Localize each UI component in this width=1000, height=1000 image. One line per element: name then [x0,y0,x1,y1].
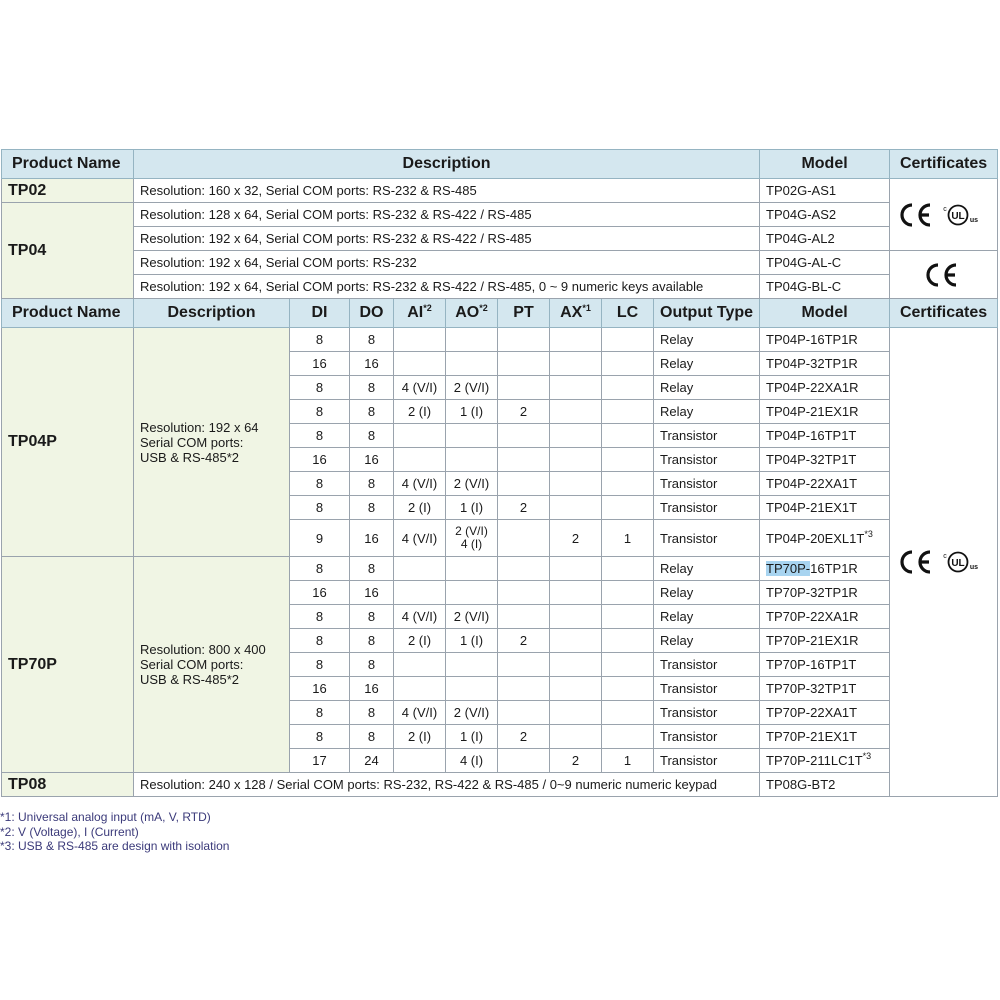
pt-cell [498,749,550,773]
description-cell: Resolution: 160 x 32, Serial COM ports: RS-232 & RS-485 [134,179,760,203]
model-cell: TP04G-BL-C [760,275,890,299]
ai-cell [394,448,446,472]
pt-cell [498,424,550,448]
output-type-cell: Transistor [654,725,760,749]
output-type-cell: Transistor [654,472,760,496]
ai-cell [394,749,446,773]
model-cell: TP04P-22XA1T [760,472,890,496]
certificates-cell [890,179,998,251]
header-ai: AI$^{*2}$ [394,299,446,328]
model-cell[interactable]: TP70P-16TP1R [760,557,890,581]
lc-cell [602,581,654,605]
ai-cell [394,557,446,581]
svg-text:UL: UL [950,210,965,222]
description-cell: Resolution: 192 x 64, Serial COM ports: RS-232 & RS-422 / RS-485 [134,227,760,251]
lc-cell [602,677,654,701]
product-name-tp70p: TP70P [2,557,134,773]
output-type-cell: Transistor [654,424,760,448]
pt-cell: 2 [498,496,550,520]
di-cell: 8 [290,629,350,653]
svg-text:UL: UL [950,558,965,569]
model-cell: TP04P-21EX1T [760,496,890,520]
di-cell: 16 [290,677,350,701]
model-cell: TP04P-32TP1T [760,448,890,472]
ax-cell: 2 [550,520,602,557]
lc-cell [602,400,654,424]
ax-cell [550,653,602,677]
model-cell: TP04G-AL-C [760,251,890,275]
pt-cell: 2 [498,400,550,424]
ai-cell: 4 (V/I) [394,701,446,725]
lc-cell [602,701,654,725]
header-product-name: Product Name [2,150,134,179]
output-type-cell: Relay [654,557,760,581]
output-type-cell: Transistor [654,749,760,773]
pt-cell: 2 [498,629,550,653]
lc-cell [602,352,654,376]
ao-cell [446,328,498,352]
model-cell: TP70P-32TP1T [760,677,890,701]
lc-cell [602,725,654,749]
do-cell: 8 [350,328,394,352]
table-row [2,275,998,299]
pt-cell [498,605,550,629]
ai-cell: 2 (I) [394,629,446,653]
footnote: *1: Universal analog input (mA, V, RTD) [0,810,211,824]
lc-cell [602,496,654,520]
ai-cell [394,352,446,376]
ai-cell: 4 (V/I) [394,472,446,496]
output-type-cell: Transistor [654,496,760,520]
ax-cell [550,701,602,725]
di-cell: 8 [290,424,350,448]
di-cell: 8 [290,701,350,725]
ao-cell: 1 (I) [446,629,498,653]
header-ax: AX$^{*1}$ [550,299,602,328]
output-type-cell: Relay [654,629,760,653]
ax-cell [550,424,602,448]
header-model: Model [760,299,890,328]
do-cell: 8 [350,629,394,653]
table-row [2,328,998,352]
table-row [2,179,998,203]
ai-cell: 2 (I) [394,400,446,424]
product-name-tp02: TP02 [2,179,134,203]
ax-cell [550,677,602,701]
pt-cell [498,677,550,701]
ax-cell [550,581,602,605]
pt-cell: 2 [498,725,550,749]
ai-cell [394,581,446,605]
di-cell: 8 [290,376,350,400]
ai-cell [394,424,446,448]
pt-cell [498,352,550,376]
certificates-cell [890,251,998,299]
header-description: Description [134,299,290,328]
ax-cell [550,448,602,472]
pt-cell [498,520,550,557]
header-description: Description [134,150,760,179]
output-type-cell: Relay [654,376,760,400]
table-row [2,227,998,251]
pt-cell [498,653,550,677]
do-cell: 16 [350,677,394,701]
do-cell: 8 [350,725,394,749]
ao-cell: 1 (I) [446,725,498,749]
ai-cell: 4 (V/I) [394,605,446,629]
ai-cell: 2 (I) [394,496,446,520]
do-cell: 8 [350,376,394,400]
output-type-cell: Transistor [654,520,760,557]
output-type-cell: Transistor [654,677,760,701]
pt-cell [498,581,550,605]
do-cell: 16 [350,448,394,472]
certificates-cell [890,328,998,797]
output-type-cell: Relay [654,581,760,605]
model-cell: TP04P-16TP1R [760,328,890,352]
do-cell: 8 [350,653,394,677]
do-cell: 8 [350,400,394,424]
ai-cell [394,677,446,701]
model-cell: TP70P-22XA1R [760,605,890,629]
svg-text:us: us [969,216,978,224]
footnote: *3: USB & RS-485 are design with isolation [0,839,230,853]
ce-ul-certification-icon [896,199,992,231]
svg-text:c: c [942,553,947,560]
do-cell: 8 [350,557,394,581]
output-type-cell: Relay [654,352,760,376]
table-row [2,203,998,227]
ai-cell [394,653,446,677]
do-cell: 8 [350,496,394,520]
ao-cell [446,653,498,677]
ao-cell [446,677,498,701]
ax-cell: 2 [550,749,602,773]
svg-text:us: us [969,564,978,571]
do-cell: 8 [350,701,394,725]
header-product-name: Product Name [2,299,134,328]
ce-mark-icon [902,205,930,225]
ax-cell [550,605,602,629]
model-cell: $TP70P-211LC1T^{*3}$ [760,749,890,773]
header-certificates: Certificates [890,150,998,179]
table-row [2,773,998,797]
description-cell: Resolution: 128 x 64, Serial COM ports: RS-232 & RS-422 / RS-485 [134,203,760,227]
header-do: DO [350,299,394,328]
di-cell: 16 [290,352,350,376]
di-cell: 17 [290,749,350,773]
table-row [2,251,998,275]
di-cell: 8 [290,472,350,496]
product-name-tp04p: TP04P [2,328,134,557]
model-cell: $TP04P-20EXL1T^{*3}$ [760,520,890,557]
lc-cell [602,653,654,677]
ao-cell: 2 (V/I) 4 (I) [446,520,498,557]
model-cell: TP70P-16TP1T [760,653,890,677]
pt-cell [498,472,550,496]
di-cell: 16 [290,581,350,605]
model-cell: TP70P-21EX1T [760,725,890,749]
ai-cell [394,328,446,352]
header-output-type: Output Type [654,299,760,328]
di-cell: 16 [290,448,350,472]
model-cell: TP04G-AS2 [760,203,890,227]
lc-cell [602,448,654,472]
header-row-io [2,299,998,328]
model-cell: TP70P-21EX1R [760,629,890,653]
di-cell: 8 [290,400,350,424]
do-cell: 16 [350,352,394,376]
lc-cell [602,424,654,448]
description-cell: Resolution: 800 x 400 Serial COM ports: USB & RS-485*2 [134,557,290,773]
ao-cell: 4 (I) [446,749,498,773]
ax-cell [550,352,602,376]
product-spec-table [1,149,998,797]
model-cell: TP04P-32TP1R [760,352,890,376]
header-ao: AO$^{*2}$ [446,299,498,328]
model-cell: TP04P-16TP1T [760,424,890,448]
do-cell: 16 [350,581,394,605]
output-type-cell: Relay [654,605,760,629]
ao-cell: 2 (V/I) [446,605,498,629]
ce-mark-icon [922,259,966,291]
lc-cell: 1 [602,520,654,557]
model-cell: TP08G-BT2 [760,773,890,797]
ao-cell [446,352,498,376]
ax-cell [550,629,602,653]
model-cell: TP04P-22XA1R [760,376,890,400]
ao-cell [446,448,498,472]
footnote: *2: V (Voltage), I (Current) [0,824,139,839]
model-cell: TP04G-AL2 [760,227,890,251]
ao-cell: 1 (I) [446,496,498,520]
di-cell: 8 [290,605,350,629]
header-di: DI [290,299,350,328]
model-cell: TP70P-32TP1R [760,581,890,605]
model-cell: TP04P-21EX1R [760,400,890,424]
do-cell: 16 [350,520,394,557]
output-type-cell: Transistor [654,701,760,725]
output-type-cell: Transistor [654,653,760,677]
header-certificates: Certificates [890,299,998,328]
description-cell: Resolution: 192 x 64, Serial COM ports: RS-232 [134,251,760,275]
product-name-tp04: TP04 [2,203,134,299]
do-cell: 8 [350,472,394,496]
ax-cell [550,557,602,581]
do-cell: 8 [350,605,394,629]
pt-cell [498,376,550,400]
output-type-cell: Transistor [654,448,760,472]
ax-cell [550,496,602,520]
model-cell: TP70P-22XA1T [760,701,890,725]
ai-cell: 4 (V/I) [394,520,446,557]
header-pt: PT [498,299,550,328]
ao-cell: 2 (V/I) [446,376,498,400]
ce-ul-certification-icon [896,546,992,578]
pt-cell [498,448,550,472]
di-cell: 8 [290,653,350,677]
di-cell: 9 [290,520,350,557]
di-cell: 8 [290,725,350,749]
di-cell: 8 [290,557,350,581]
di-cell: 8 [290,328,350,352]
ao-cell: 2 (V/I) [446,472,498,496]
description-cell: Resolution: 192 x 64, Serial COM ports: RS-232 & RS-422 / RS-485, 0 ~ 9 numeric keys available [134,275,760,299]
di-cell: 8 [290,496,350,520]
model-cell: TP02G-AS1 [760,179,890,203]
ax-cell [550,725,602,749]
ao-cell [446,581,498,605]
svg-text:c: c [942,205,947,213]
header-lc: LC [602,299,654,328]
ao-cell: 2 (V/I) [446,701,498,725]
description-cell: Resolution: 192 x 64 Serial COM ports: USB & RS-485*2 [134,328,290,557]
selected-text-highlight: TP70P- [766,561,811,576]
pt-cell [498,328,550,352]
lc-cell [602,328,654,352]
output-type-cell: Relay [654,400,760,424]
ao-cell: 1 (I) [446,400,498,424]
ul-mark-icon [943,553,978,572]
ai-cell: 4 (V/I) [394,376,446,400]
ao-cell [446,557,498,581]
ax-cell [550,400,602,424]
ce-mark-icon [902,552,930,572]
lc-cell [602,605,654,629]
product-name-tp08: TP08 [2,773,134,797]
header-row-top [2,150,998,179]
description-cell: Resolution: 240 x 128 / Serial COM ports: RS-232, RS-422 & RS-485 / 0~9 numeric numeric keypad [134,773,760,797]
footnotes [0,810,229,854]
ax-cell [550,472,602,496]
output-type-cell: Relay [654,328,760,352]
ul-mark-icon [943,205,978,224]
ax-cell [550,328,602,352]
lc-cell: 1 [602,749,654,773]
do-cell: 8 [350,424,394,448]
lc-cell [602,629,654,653]
ai-cell: 2 (I) [394,725,446,749]
table-row [2,557,998,581]
ao-cell [446,424,498,448]
lc-cell [602,376,654,400]
do-cell: 24 [350,749,394,773]
lc-cell [602,472,654,496]
header-model: Model [760,150,890,179]
ax-cell [550,376,602,400]
pt-cell [498,557,550,581]
pt-cell [498,701,550,725]
lc-cell [602,557,654,581]
